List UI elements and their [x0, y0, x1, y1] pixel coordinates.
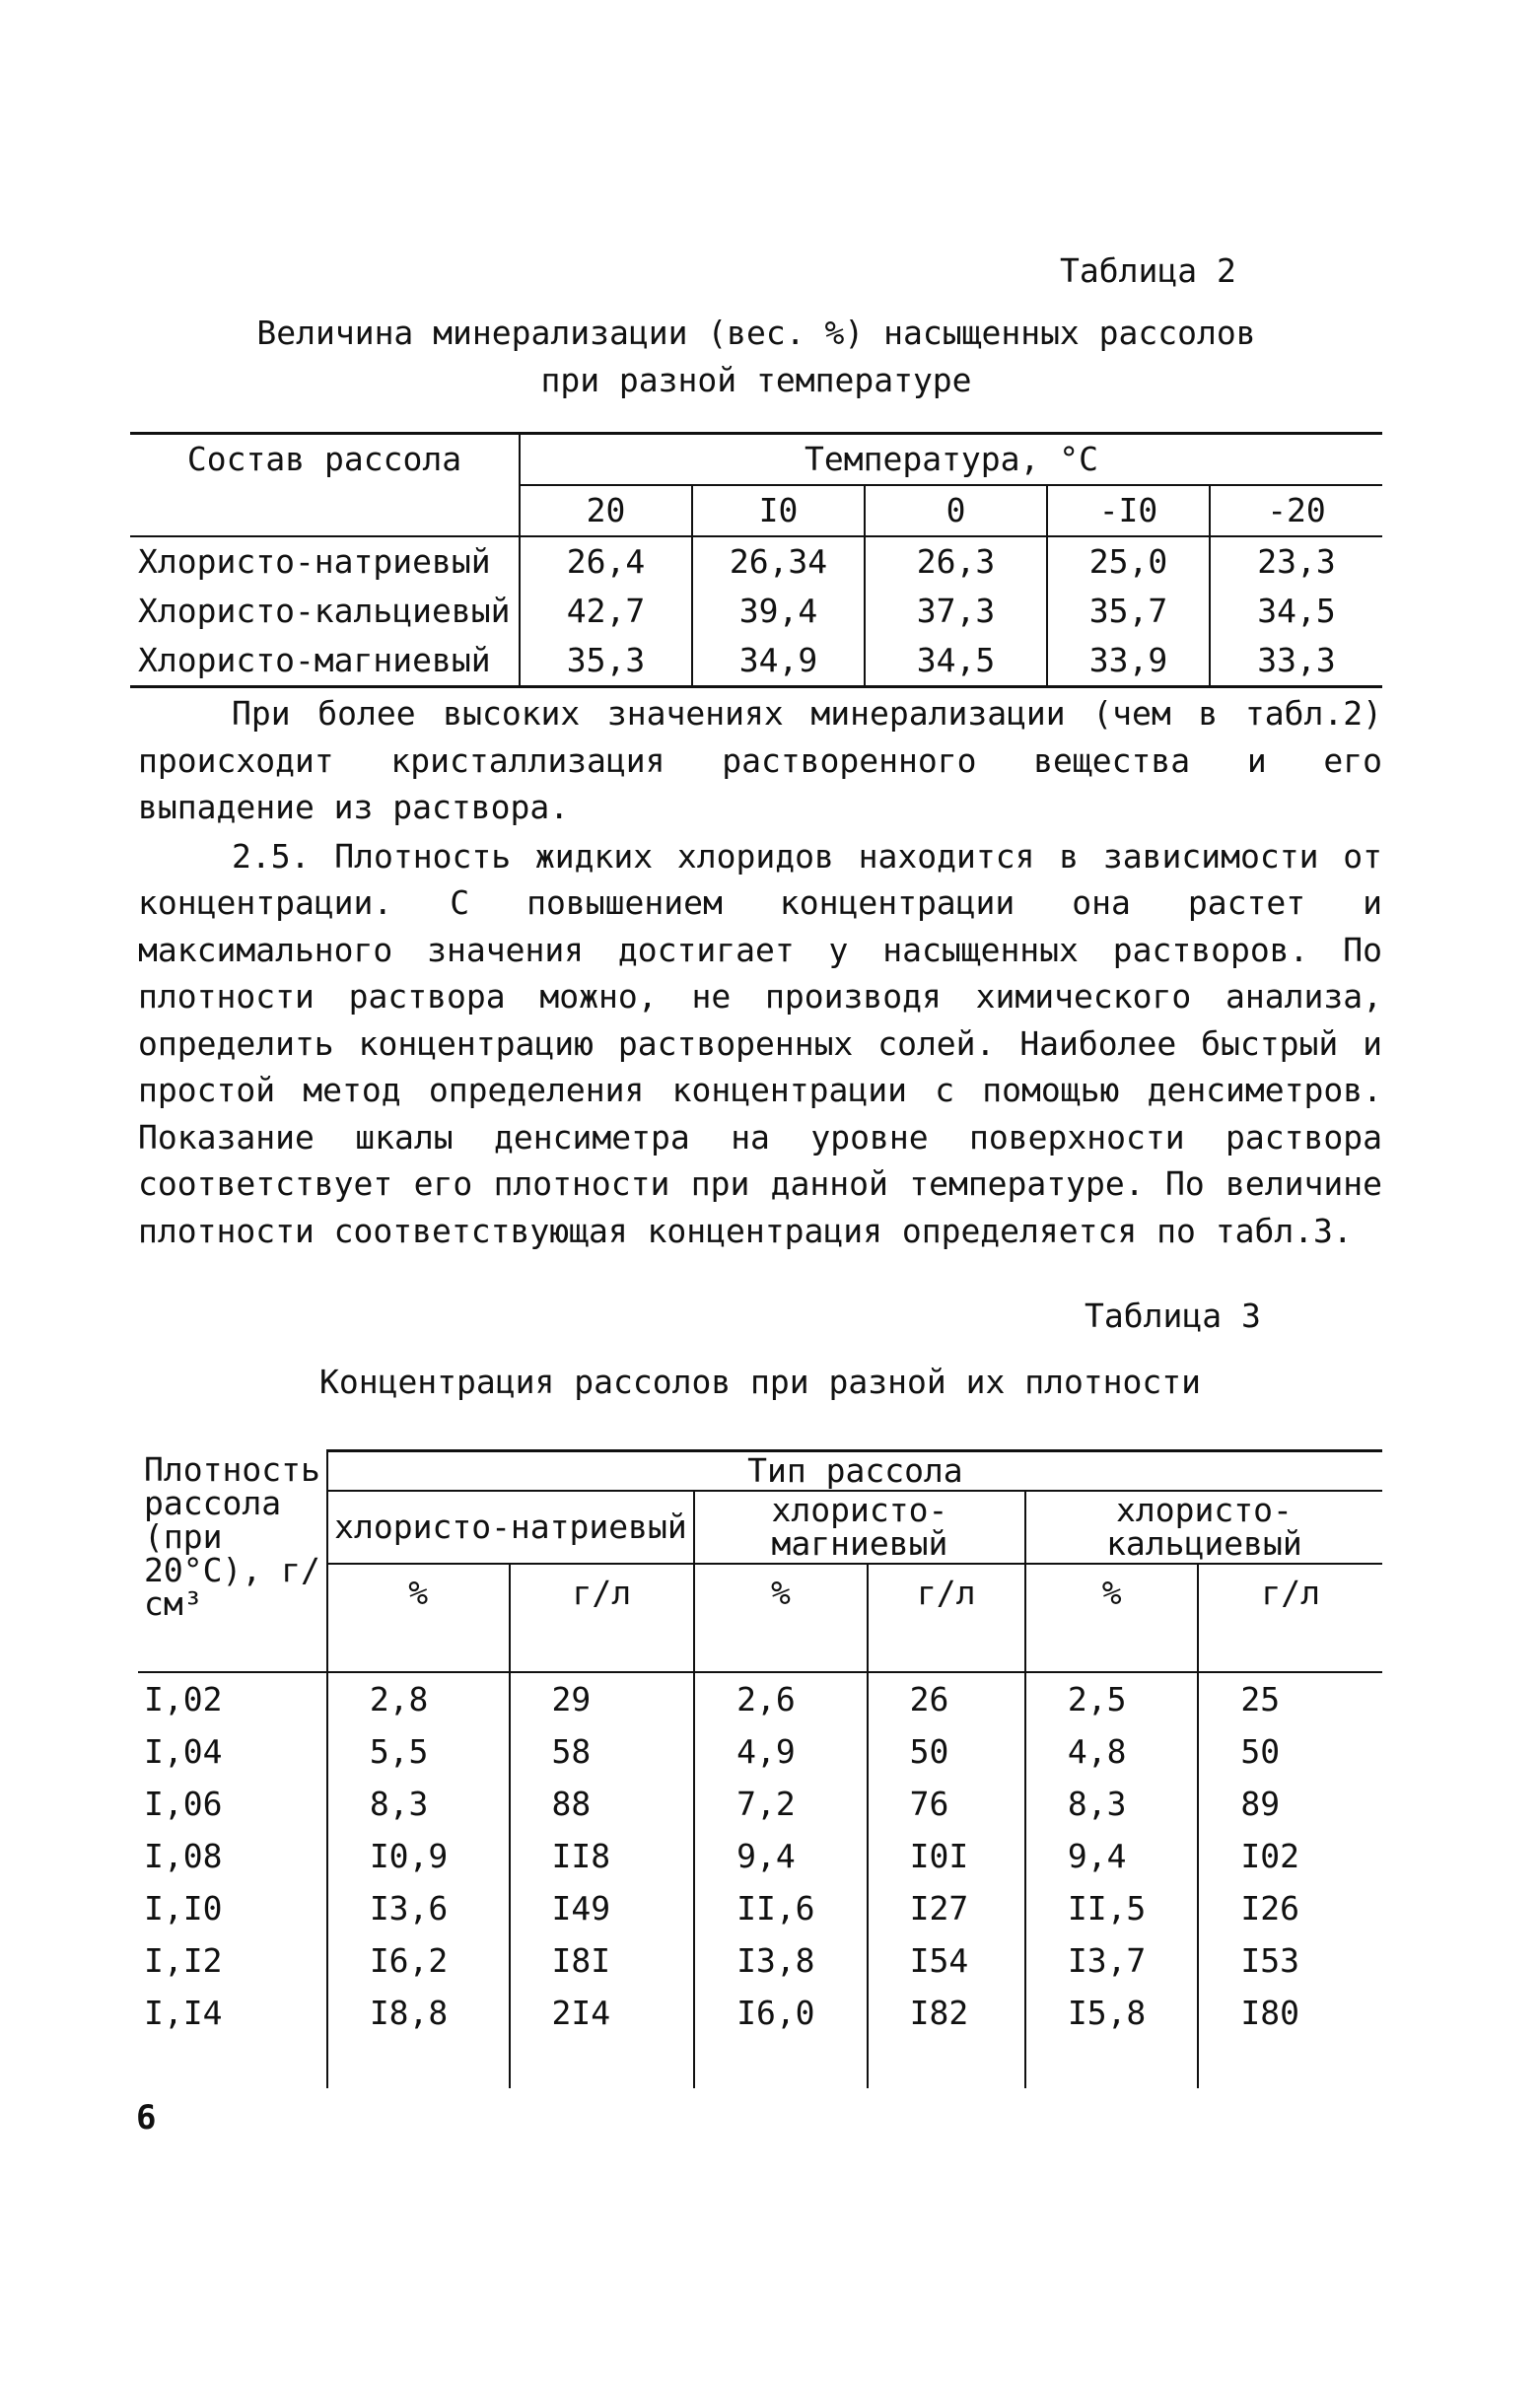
table3-unit-header: % [694, 1564, 868, 1672]
table3-density: I,04 [144, 1732, 223, 1771]
table3-cell: 4,8 [1025, 1725, 1199, 1778]
page-number: 6 [136, 2098, 157, 2138]
table2-temp-header: -I0 [1047, 485, 1210, 536]
table3-unit-header: % [1025, 1564, 1199, 1672]
table2-cell: 35,7 [1047, 587, 1210, 636]
table3-header-type: Тип рассола [327, 1451, 1382, 1492]
table2-header-temperature: Температура, °С [520, 434, 1382, 486]
table3-unit-header: % [327, 1564, 510, 1672]
table3-cell: 7,2 [694, 1778, 868, 1830]
table3-group-header: хлористо-магниевый [694, 1491, 1025, 1564]
table2-temp-header: I0 [692, 485, 865, 536]
table3-cell: 89 [1198, 1778, 1382, 1830]
table2-cell: 33,9 [1047, 636, 1210, 687]
table2-header-composition: Состав рассола [130, 434, 520, 537]
table3-cell: 50 [868, 1725, 1025, 1778]
table3-cell: 4,9 [694, 1725, 868, 1778]
paragraph: 2.5. Плотность жидких хлоридов находится в зависимости от концентрации. С повышением концентрации она растет и максимального значения достигает у насыщенных растворов. По плотности раствора можно, не производя химического анализа, определить концентрацию растворенных солей. Наиболее быстрый и простой метод определения концентрации с помощью денсиметров. Показание шкалы денсиметра на уровне поверхности раствора соответствует его плотности при данной температуре. По величине плотности соответствующая концентрация определяется по табл.3. [138, 836, 1382, 1250]
table3-density: I,I4 [144, 1994, 223, 2032]
table2-cell: 26,3 [865, 536, 1047, 587]
table3-cell: I3,7 [1025, 1934, 1199, 1987]
table3-unit-header: г/л [510, 1564, 695, 1672]
table3-cell: I54 [868, 1934, 1025, 1987]
table3-unit-header: г/л [1198, 1564, 1382, 1672]
table3-density: I,I2 [144, 1941, 223, 1980]
table3-cell: 9,4 [694, 1830, 868, 1882]
table3-cell: I8I [510, 1934, 695, 1987]
table-row [138, 1882, 1382, 1934]
table3-group-header: хлористо-натриевый [327, 1491, 694, 1564]
table3-cell: 5,5 [327, 1725, 510, 1778]
table-row [138, 1672, 1382, 1725]
table2-cell: 23,3 [1210, 536, 1382, 587]
table2-cell: 34,5 [865, 636, 1047, 687]
table3-cell: I3,8 [694, 1934, 868, 1987]
table-row [138, 1934, 1382, 1987]
table3-cell: II8 [510, 1830, 695, 1882]
table2-cell: 35,3 [520, 636, 692, 687]
table3-density: I,02 [144, 1680, 223, 1719]
table3-cell: 2I4 [510, 1987, 695, 2039]
table3-title: Концентрация рассолов при разной их плотности [318, 1363, 1202, 1401]
table3-cell: I3,6 [327, 1882, 510, 1934]
table3-cell: 25 [1198, 1672, 1382, 1725]
table2 [130, 432, 1382, 688]
table2-row-name: Хлористо-кальциевый [138, 592, 511, 630]
table3-cell: II,5 [1025, 1882, 1199, 1934]
table3-cell: 8,3 [327, 1778, 510, 1830]
table-row [138, 1987, 1382, 2039]
table3-cell: I8,8 [327, 1987, 510, 2039]
table3-cell: 76 [868, 1778, 1025, 1830]
table2-row-name: Хлористо-магниевый [130, 636, 520, 687]
table2-temp-header: 20 [520, 485, 692, 536]
table2-cell: 26,34 [692, 536, 865, 587]
table2-title-line1: Величина минерализации (вес. %) насыщенных рассолов [256, 314, 1256, 352]
table2-cell: 39,4 [692, 587, 865, 636]
table-row [130, 536, 1382, 587]
table3-cell: I0I [868, 1830, 1025, 1882]
table3-cell: 26 [868, 1672, 1025, 1725]
table3-cell: I82 [868, 1987, 1025, 2039]
table-row [130, 587, 1382, 636]
table2-cell: 33,3 [1210, 636, 1382, 687]
table3-cell: I27 [868, 1882, 1025, 1934]
table-row [138, 1830, 1382, 1882]
table3-cell: I53 [1198, 1934, 1382, 1987]
table3-cell: 58 [510, 1725, 695, 1778]
table3-cell: I02 [1198, 1830, 1382, 1882]
table3-cell: I6,0 [694, 1987, 868, 2039]
table3-cell: 2,5 [1025, 1672, 1199, 1725]
table2-temp-header: 0 [865, 485, 1047, 536]
table3-cell: II,6 [694, 1882, 868, 1934]
table2-label: Таблица 2 [1060, 251, 1236, 290]
table3-header-density: Плотность рассола (при 20°С), г/см³ [138, 1451, 327, 1673]
table-row [138, 1778, 1382, 1830]
table2-cell: 37,3 [865, 587, 1047, 636]
table2-cell: 42,7 [520, 587, 692, 636]
paragraph: При более высоких значениях минерализации (чем в табл.2) происходит кристаллизация растворенного вещества и его выпадение из раствора. [138, 694, 1382, 826]
table3-cell: I5,8 [1025, 1987, 1199, 2039]
table2-cell: 26,4 [520, 536, 692, 587]
table3-cell: I26 [1198, 1882, 1382, 1934]
table3-cell: I0,9 [327, 1830, 510, 1882]
table3 [138, 1449, 1382, 2088]
table3-group-header: хлористо-кальциевый [1025, 1491, 1382, 1564]
table3-cell: I49 [510, 1882, 695, 1934]
table3-cell: 8,3 [1025, 1778, 1199, 1830]
table2-cell: 34,5 [1210, 587, 1382, 636]
table3-cell: 50 [1198, 1725, 1382, 1778]
table2-temp-header: -20 [1210, 485, 1382, 536]
table2-title-line2: при разной температуре [540, 361, 972, 399]
table3-cell: 88 [510, 1778, 695, 1830]
table2-cell: 25,0 [1047, 536, 1210, 587]
table2-row-name: Хлористо-натриевый [138, 542, 491, 581]
table3-cell: 9,4 [1025, 1830, 1199, 1882]
table3-density: I,08 [144, 1837, 223, 1875]
table3-cell: I6,2 [327, 1934, 510, 1987]
table3-density: I,06 [144, 1785, 223, 1823]
table3-unit-header: г/л [868, 1564, 1025, 1672]
table-row [138, 1725, 1382, 1778]
table2-cell: 34,9 [692, 636, 865, 687]
table3-density: I,I0 [144, 1889, 223, 1928]
table3-cell: 2,6 [694, 1672, 868, 1725]
table3-cell: 2,8 [327, 1672, 510, 1725]
table3-cell: I80 [1198, 1987, 1382, 2039]
table3-label: Таблица 3 [1085, 1297, 1261, 1335]
table3-cell: 29 [510, 1672, 695, 1725]
body-text [138, 690, 1382, 1254]
table-row [130, 636, 1382, 687]
